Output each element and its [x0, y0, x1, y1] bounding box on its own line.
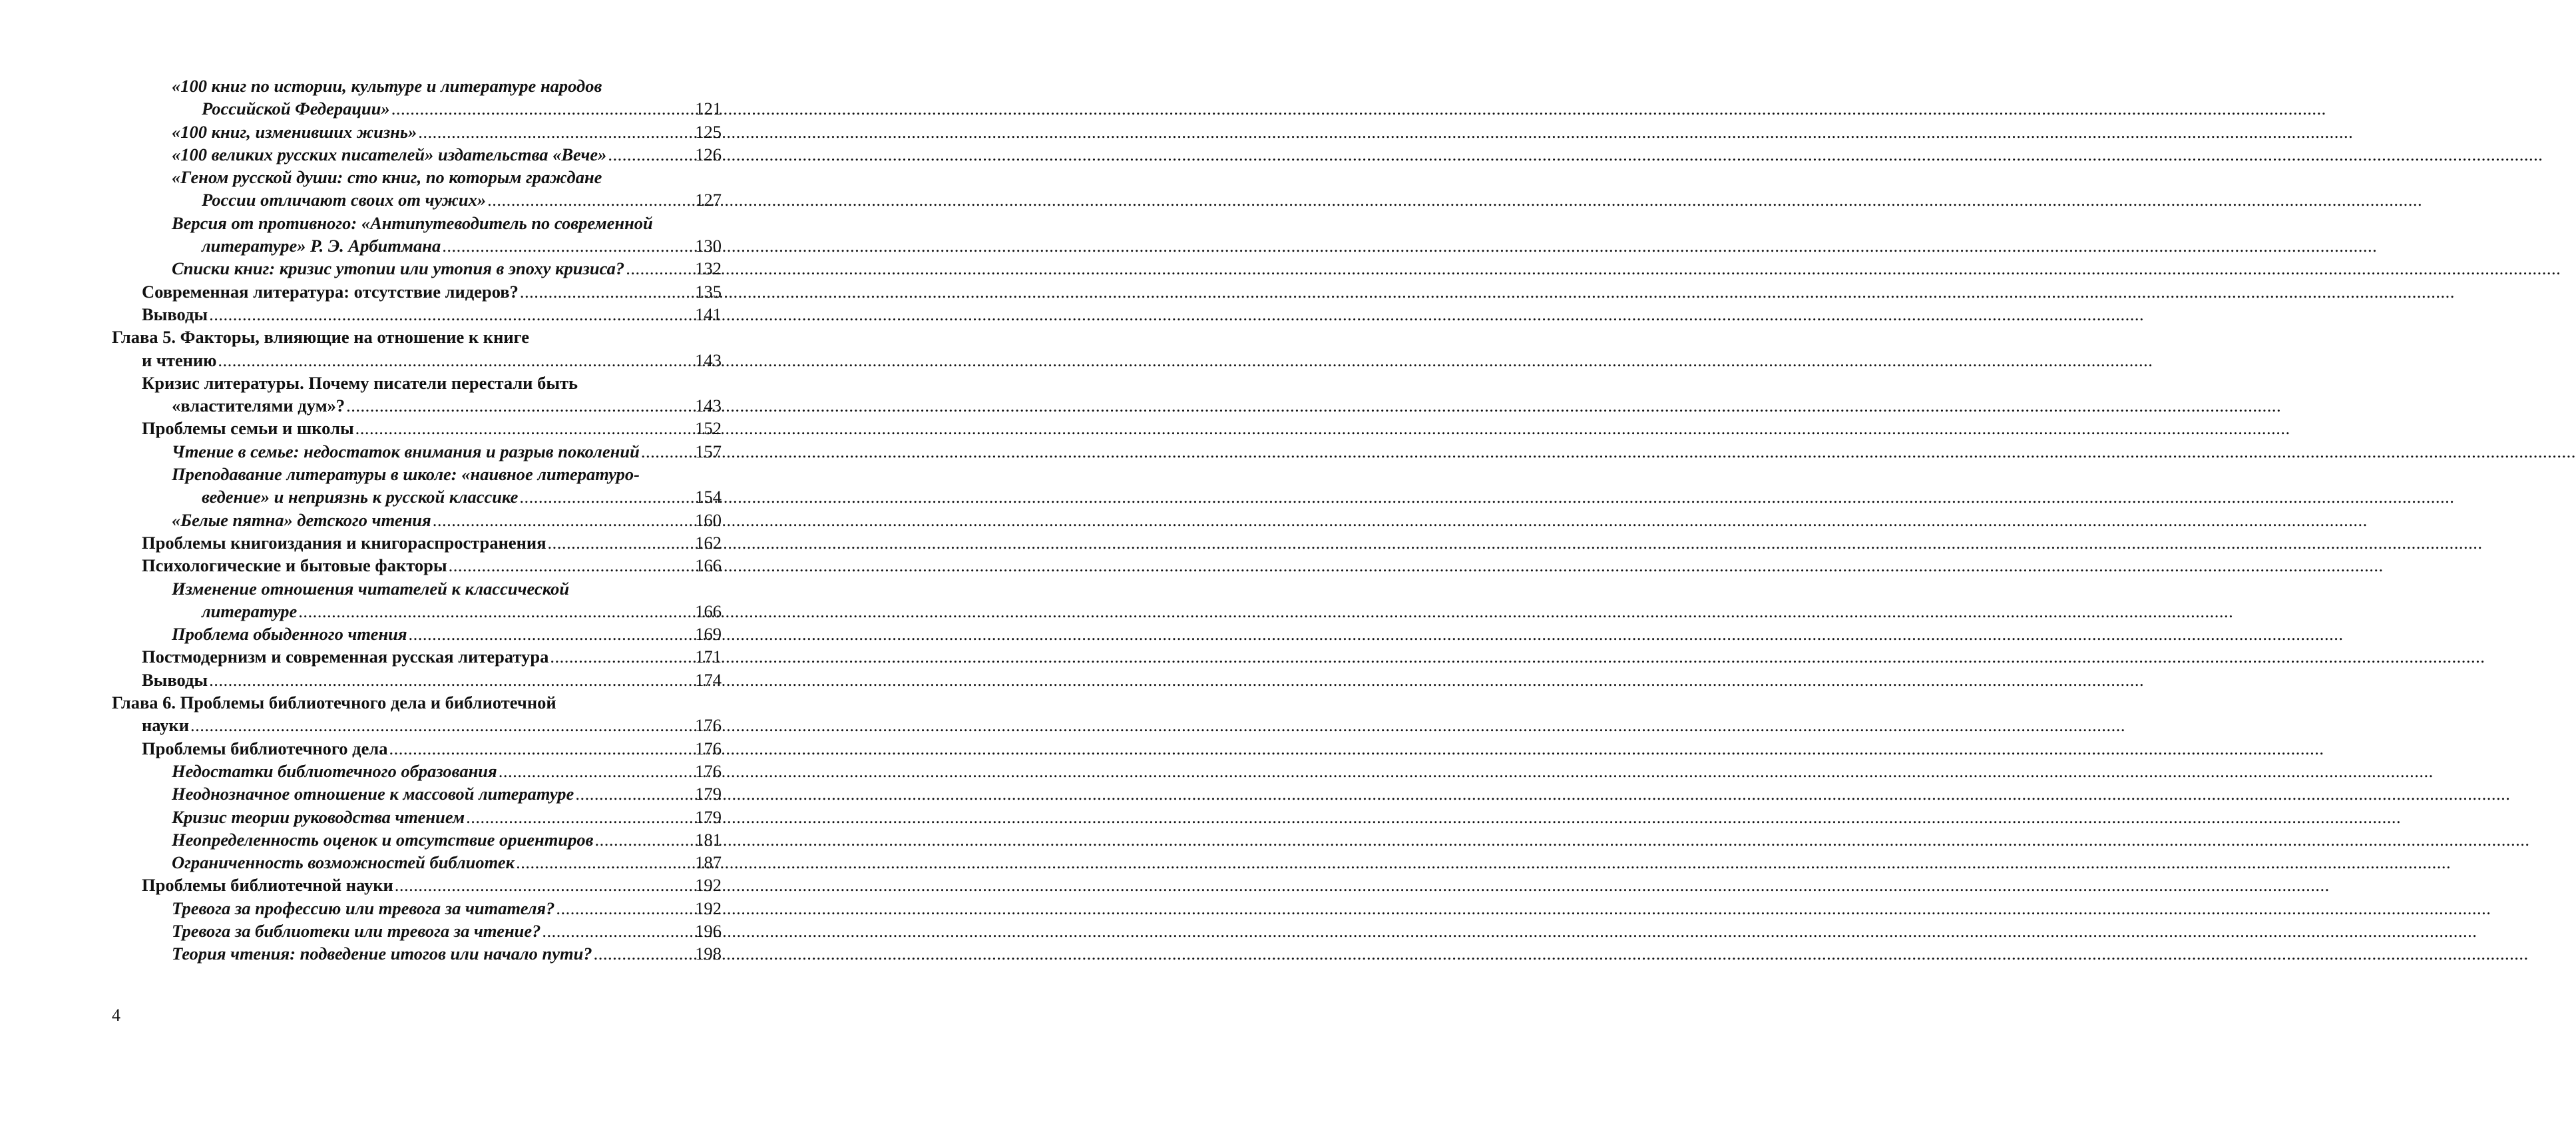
toc-entry-page: 181	[695, 828, 722, 851]
toc-entry-title: Списки книг: кризис утопии или утопия в эпоху кризиса?	[172, 257, 624, 280]
toc-entry	[112, 554, 722, 577]
dot-leader	[608, 143, 694, 166]
dot-leader	[218, 349, 694, 372]
toc-entry-title: Выводы	[142, 669, 208, 691]
toc-entry-title: Неоднозначное отношение к массовой литературе	[172, 782, 574, 805]
dot-leader	[575, 782, 694, 805]
toc-entry	[112, 531, 722, 554]
toc-entry-title: и чтению	[142, 349, 216, 372]
toc-entry	[112, 577, 722, 623]
toc-entry-title: «100 книг, изменивших жизнь»	[172, 121, 417, 143]
toc-entry-page: 171	[695, 645, 722, 668]
toc-entry	[112, 760, 722, 782]
toc-entry-title: литературе	[202, 600, 297, 623]
toc-entry-page: 198	[695, 942, 722, 965]
toc-entry-title: Выводы	[142, 303, 208, 326]
dot-leader	[520, 280, 694, 303]
toc-entry-page: 196	[695, 920, 722, 942]
toc-entry-page: 166	[695, 600, 722, 623]
toc-entry	[112, 75, 722, 121]
toc-entry	[112, 257, 722, 280]
toc-entry-title: науки	[142, 714, 189, 736]
toc-entry-page: 174	[695, 669, 722, 691]
toc-entry-page: 126	[695, 143, 722, 166]
dot-leader	[442, 234, 694, 257]
dot-leader	[209, 669, 694, 691]
toc-entry-title: Российской Федерации»	[202, 97, 390, 120]
toc-entry-title: литературе» Р. Э. Арбитмана	[202, 234, 441, 257]
toc-entry-page: 143	[695, 349, 722, 372]
toc-entry-page: 162	[695, 531, 722, 554]
toc-entry	[112, 691, 722, 737]
dot-leader	[209, 303, 694, 326]
toc-entry-page: 160	[695, 509, 722, 531]
toc-entry-title: Кризис теории руководства чтением	[172, 806, 465, 828]
dot-leader	[346, 394, 694, 417]
toc-entry	[112, 669, 722, 691]
dot-leader	[190, 714, 694, 736]
dot-leader	[391, 97, 694, 120]
toc-entry-page: 143	[695, 394, 722, 417]
toc-entry	[112, 623, 722, 645]
toc-entry-page: 192	[695, 897, 722, 920]
toc-entry	[112, 440, 722, 463]
toc-entry-title: «100 великих русских писателей» издательства «Вече»	[172, 143, 606, 166]
toc-entry	[112, 417, 722, 439]
toc-entry	[112, 303, 722, 326]
toc-entry-page: 176	[695, 714, 722, 736]
toc-entry-title: Постмодернизм и современная русская литература	[142, 645, 548, 668]
toc-entry-title: «властителями дум»?	[172, 394, 345, 417]
toc-entry	[112, 509, 722, 531]
toc-entry	[112, 874, 722, 896]
toc-entry-title: Теория чтения: подведение итогов или начало пути?	[172, 942, 592, 965]
toc-entry-title: «100 книг по истории, культуре и литературе народов	[172, 75, 602, 97]
toc-entry-title: Чтение в семье: недостаток внимания и разрыв поколений	[172, 440, 640, 463]
dot-leader	[395, 874, 694, 896]
dot-leader	[389, 737, 694, 760]
toc-entry-title: ведение» и неприязнь к русской классике	[202, 485, 518, 508]
toc-entry-page: 176	[695, 737, 722, 760]
toc-entry-title: «Белые пятна» детского чтения	[172, 509, 431, 531]
toc-entry-page: 154	[695, 485, 722, 508]
toc-entry	[112, 121, 722, 143]
dot-leader	[516, 851, 694, 874]
toc-entry-title: Тревога за библиотеки или тревога за чтение?	[172, 920, 540, 942]
dot-leader	[556, 897, 694, 920]
toc-entry-page: 141	[695, 303, 722, 326]
toc-entry-page: 192	[695, 874, 722, 896]
dot-leader	[449, 554, 694, 577]
toc-entry-title: Проблемы семьи и школы	[142, 417, 354, 439]
page-number: 4	[112, 1005, 120, 1025]
dot-leader	[418, 121, 694, 143]
dot-leader	[542, 920, 694, 942]
toc-entry-title: Глава 5. Факторы, влияющие на отношение к книге	[112, 326, 529, 348]
toc-entry-title: Изменение отношения читателей к классической	[172, 577, 569, 600]
toc-entry	[112, 942, 722, 965]
toc-entry	[112, 166, 722, 212]
toc-entry-page: 135	[695, 280, 722, 303]
toc-entry-page: 152	[695, 417, 722, 439]
dot-leader	[519, 485, 694, 508]
toc-entry-page: 125	[695, 121, 722, 143]
dot-leader	[409, 623, 694, 645]
toc-entry-title: России отличают своих от чужих»	[202, 188, 486, 211]
dot-leader	[550, 645, 694, 668]
toc-entry	[112, 645, 722, 668]
toc-entry	[112, 326, 722, 372]
toc-entry	[112, 782, 722, 805]
toc-entry-title: «Геном русской души: сто книг, по которым граждане	[172, 166, 602, 188]
toc-entry-title: Версия от противного: «Антипутеводитель по современной	[172, 212, 653, 234]
toc-entry-page: 187	[695, 851, 722, 874]
toc-entry-page: 179	[695, 782, 722, 805]
toc-entry-page: 176	[695, 760, 722, 782]
toc-entry	[112, 143, 722, 166]
toc-entry-title: Ограниченность возможностей библиотек	[172, 851, 515, 874]
toc-entry-page: 130	[695, 234, 722, 257]
toc-entry-page: 121	[695, 97, 722, 120]
toc-entry-title: Глава 6. Проблемы библиотечного дела и библиотечной	[112, 691, 556, 714]
toc-entry-page: 179	[695, 806, 722, 828]
toc-entry-page: 169	[695, 623, 722, 645]
dot-leader	[466, 806, 694, 828]
toc-entry	[112, 806, 722, 828]
toc-entry-title: Неопределенность оценок и отсутствие ориентиров	[172, 828, 593, 851]
toc-entry-title: Психологические и бытовые факторы	[142, 554, 447, 577]
toc-entry	[112, 372, 722, 418]
toc-entry-page: 166	[695, 554, 722, 577]
toc-entry	[112, 737, 722, 760]
toc-entry-title: Недостатки библиотечного образования	[172, 760, 497, 782]
toc-entry-title: Преподавание литературы в школе: «наивное литературо-	[172, 463, 640, 485]
toc-entry	[112, 463, 722, 509]
dot-leader	[641, 440, 694, 463]
toc-entry-title: Проблема обыденного чтения	[172, 623, 407, 645]
toc-entry-title: Проблемы библиотечного дела	[142, 737, 387, 760]
toc-entry	[112, 920, 722, 942]
dot-leader	[499, 760, 694, 782]
toc-entry	[112, 212, 722, 258]
table-of-contents	[112, 75, 722, 966]
dot-leader	[487, 188, 694, 211]
toc-entry-page: 127	[695, 188, 722, 211]
dot-leader	[298, 600, 694, 623]
dot-leader	[433, 509, 694, 531]
dot-leader	[626, 257, 694, 280]
toc-entry-title: Современная литература: отсутствие лидеров?	[142, 280, 519, 303]
toc-entry	[112, 851, 722, 874]
toc-entry-page: 157	[695, 440, 722, 463]
dot-leader	[355, 417, 694, 439]
dot-leader	[548, 531, 694, 554]
toc-entry	[112, 828, 722, 851]
toc-entry-title: Проблемы библиотечной науки	[142, 874, 393, 896]
dot-leader	[594, 828, 694, 851]
toc-entry	[112, 897, 722, 920]
toc-entry-page: 132	[695, 257, 722, 280]
toc-entry	[112, 280, 722, 303]
toc-entry-title: Кризис литературы. Почему писатели перестали быть	[142, 372, 578, 394]
toc-entry-title: Проблемы книгоиздания и книгораспространения	[142, 531, 546, 554]
toc-entry-title: Тревога за профессию или тревога за читателя?	[172, 897, 554, 920]
dot-leader	[594, 942, 694, 965]
